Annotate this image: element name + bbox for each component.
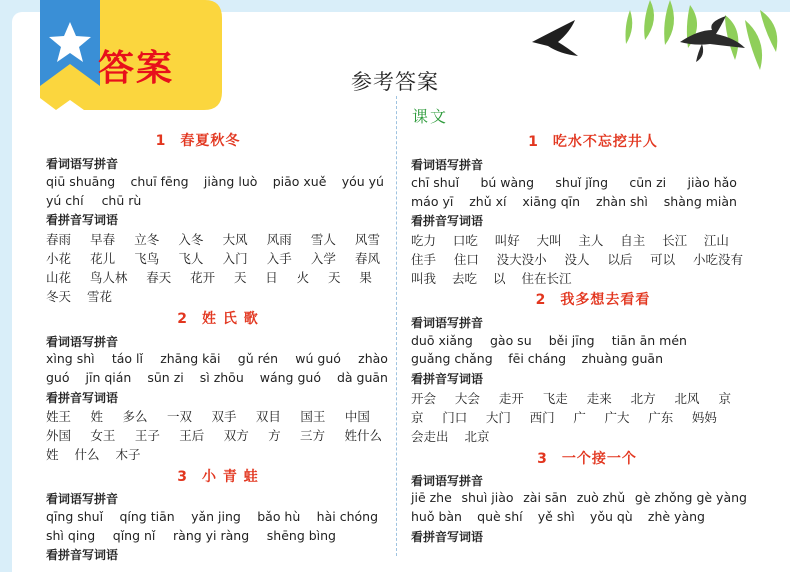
word-cell: 三方 bbox=[300, 428, 326, 443]
pinyin-cell: fēi cháng bbox=[508, 351, 567, 366]
word-row bbox=[411, 250, 743, 268]
section-heading: 看词语写拼音 bbox=[411, 316, 484, 330]
word-cell: 山花 bbox=[46, 270, 72, 285]
word-cell: 姓王 bbox=[46, 409, 72, 424]
word-row bbox=[46, 426, 382, 444]
pinyin-cell: chuī fēng bbox=[130, 174, 189, 189]
pinyin-cell: qiū shuāng bbox=[46, 174, 116, 189]
word-cell: 多么 bbox=[122, 409, 148, 424]
pinyin-row bbox=[411, 333, 687, 348]
section-heading: 看拼音写词语 bbox=[411, 372, 484, 386]
pinyin-cell: qíng tiān bbox=[119, 509, 175, 524]
lesson-name: 小 青 蛙 bbox=[202, 469, 259, 485]
word-cell: 走来 bbox=[586, 391, 612, 406]
pinyin-cell: xiāng qīn bbox=[522, 194, 581, 209]
word-cell: 江山 bbox=[703, 233, 729, 248]
pinyin-cell: yǎn jing bbox=[191, 509, 241, 524]
word-cell: 主人 bbox=[578, 233, 604, 248]
word-cell: 入门 bbox=[222, 251, 248, 266]
word-cell: 走开 bbox=[498, 391, 524, 406]
word-cell: 雪人 bbox=[310, 232, 336, 247]
word-cell: 春天 bbox=[146, 270, 172, 285]
section-heading: 看拼音写词语 bbox=[46, 548, 119, 562]
word-cell: 西门 bbox=[529, 410, 555, 425]
lesson-name: 姓 氏 歌 bbox=[202, 311, 259, 327]
word-cell: 没人 bbox=[564, 252, 590, 267]
word-cell: 广东 bbox=[648, 410, 674, 425]
word-cell: 一双 bbox=[166, 409, 192, 424]
word-cell: 早春 bbox=[90, 232, 116, 247]
pinyin-cell: zhè yàng bbox=[647, 509, 705, 524]
lesson-number: 1 bbox=[528, 134, 539, 150]
pinyin-cell: zuò zhǔ bbox=[576, 490, 626, 505]
pinyin-row bbox=[411, 175, 737, 190]
pinyin-row bbox=[46, 351, 388, 366]
word-cell: 大会 bbox=[454, 391, 480, 406]
word-row bbox=[411, 269, 572, 287]
pinyin-cell: yú chí bbox=[46, 193, 84, 208]
word-row bbox=[46, 249, 380, 267]
pinyin-cell: máo yī bbox=[411, 194, 454, 209]
section-heading: 看拼音写词语 bbox=[46, 213, 119, 227]
pinyin-cell: yě shì bbox=[537, 509, 575, 524]
word-cell: 花开 bbox=[190, 270, 216, 285]
section-heading: 看拼音写词语 bbox=[46, 391, 119, 405]
pinyin-cell: shàng miàn bbox=[663, 194, 737, 209]
word-cell: 京 bbox=[718, 391, 731, 406]
word-cell: 女王 bbox=[90, 428, 116, 443]
word-cell: 大叫 bbox=[536, 233, 562, 248]
word-cell: 广 bbox=[573, 410, 586, 425]
pinyin-cell: gào su bbox=[489, 333, 532, 348]
word-cell: 北风 bbox=[674, 391, 700, 406]
lesson-name: 我多想去看看 bbox=[560, 292, 651, 308]
section-heading: 看词语写拼音 bbox=[411, 158, 484, 172]
word-cell: 双手 bbox=[211, 409, 237, 424]
word-cell: 飞人 bbox=[178, 251, 204, 266]
word-cell: 飞走 bbox=[542, 391, 568, 406]
word-cell: 叫好 bbox=[494, 233, 520, 248]
word-cell: 日 bbox=[265, 270, 278, 285]
bird-left-icon bbox=[532, 20, 578, 56]
word-cell: 大风 bbox=[222, 232, 248, 247]
pinyin-row bbox=[46, 528, 336, 543]
word-row bbox=[46, 407, 370, 425]
word-cell: 春风 bbox=[354, 251, 380, 266]
pinyin-cell: yóu yú bbox=[341, 174, 384, 189]
pinyin-cell: běi jīng bbox=[548, 333, 595, 348]
word-row bbox=[46, 287, 112, 305]
word-cell: 可以 bbox=[650, 252, 676, 267]
word-cell: 叫我 bbox=[411, 271, 437, 286]
pinyin-cell: zhuàng guān bbox=[581, 351, 663, 366]
word-row bbox=[411, 231, 729, 249]
pinyin-cell: zài sān bbox=[523, 490, 567, 505]
pinyin-cell: gè zhǒng gè yàng bbox=[634, 490, 747, 505]
word-cell: 春雨 bbox=[46, 232, 72, 247]
pinyin-cell: sūn zi bbox=[147, 370, 184, 385]
word-cell: 以后 bbox=[607, 252, 633, 267]
word-cell: 以 bbox=[493, 271, 506, 286]
lesson-name: 吃水不忘挖井人 bbox=[552, 134, 658, 150]
word-cell: 姓什么 bbox=[344, 428, 382, 443]
pinyin-cell: qīng shuǐ bbox=[46, 509, 104, 524]
pinyin-cell: sì zhōu bbox=[199, 370, 244, 385]
word-cell: 开会 bbox=[411, 391, 437, 406]
pinyin-cell: yǒu qù bbox=[589, 509, 633, 524]
pinyin-cell: què shí bbox=[477, 509, 523, 524]
word-cell: 住在长江 bbox=[521, 271, 572, 286]
word-cell: 王子 bbox=[134, 428, 160, 443]
pinyin-cell: jiàng luò bbox=[203, 174, 258, 189]
word-cell: 没大没小 bbox=[496, 252, 547, 267]
word-cell: 雪花 bbox=[87, 289, 113, 304]
section-heading: 看拼音写词语 bbox=[411, 530, 484, 544]
pinyin-cell: táo lǐ bbox=[111, 351, 143, 366]
word-cell: 风雨 bbox=[266, 232, 292, 247]
pinyin-cell: chī shuǐ bbox=[411, 175, 460, 190]
pinyin-cell: chū rù bbox=[101, 193, 142, 208]
pinyin-cell: piāo xuě bbox=[272, 174, 327, 189]
word-cell: 外国 bbox=[46, 428, 72, 443]
badge-label: 答案 bbox=[98, 48, 175, 89]
word-row bbox=[411, 408, 717, 426]
pinyin-cell: zhǔ xí bbox=[469, 194, 507, 209]
lesson-title bbox=[396, 289, 790, 309]
pinyin-cell: xìng shì bbox=[46, 351, 95, 366]
word-cell: 立冬 bbox=[134, 232, 160, 247]
pinyin-cell: tiān ān mén bbox=[611, 333, 687, 348]
pinyin-row bbox=[411, 351, 663, 366]
pinyin-cell: duō xiǎng bbox=[411, 333, 473, 348]
word-cell: 北方 bbox=[630, 391, 656, 406]
lesson-title bbox=[0, 130, 396, 150]
word-cell: 花儿 bbox=[90, 251, 116, 266]
word-row bbox=[46, 230, 380, 248]
pinyin-cell: hài chóng bbox=[316, 509, 378, 524]
lesson-number: 3 bbox=[177, 469, 188, 485]
word-cell: 口吃 bbox=[452, 233, 478, 248]
word-cell: 京 bbox=[411, 410, 424, 425]
pinyin-row bbox=[46, 509, 378, 524]
pinyin-row bbox=[411, 490, 747, 505]
word-cell: 什么 bbox=[74, 447, 100, 462]
pinyin-row bbox=[46, 193, 141, 208]
category-label: 课文 bbox=[412, 107, 449, 126]
word-cell: 广大 bbox=[604, 410, 630, 425]
word-cell: 中国 bbox=[344, 409, 370, 424]
word-cell: 天 bbox=[328, 270, 341, 285]
lesson-title bbox=[0, 466, 436, 486]
pinyin-cell: bǎo hù bbox=[257, 509, 301, 524]
lesson-title bbox=[396, 131, 790, 151]
section-heading: 看拼音写词语 bbox=[411, 214, 484, 228]
word-cell: 入手 bbox=[266, 251, 292, 266]
pinyin-cell: shēng bìng bbox=[266, 528, 336, 543]
lesson-number: 3 bbox=[537, 451, 548, 467]
pinyin-cell: jiē zhe bbox=[411, 490, 452, 505]
word-cell: 王后 bbox=[179, 428, 205, 443]
word-cell: 小吃没有 bbox=[692, 252, 743, 267]
word-cell: 方 bbox=[268, 428, 281, 443]
word-cell: 自主 bbox=[620, 233, 646, 248]
pinyin-cell: wú guó bbox=[295, 351, 341, 366]
pinyin-cell: ràng yi ràng bbox=[173, 528, 250, 543]
word-cell: 果 bbox=[359, 270, 372, 285]
word-cell: 姓 bbox=[90, 409, 103, 424]
word-cell: 入学 bbox=[310, 251, 336, 266]
pinyin-row bbox=[411, 194, 737, 209]
section-heading: 看词语写拼音 bbox=[46, 335, 119, 349]
lesson-number: 2 bbox=[535, 292, 547, 308]
lesson-number: 1 bbox=[155, 133, 167, 149]
pinyin-row bbox=[46, 370, 388, 385]
word-cell: 火 bbox=[296, 270, 310, 285]
word-row bbox=[411, 427, 490, 445]
word-row bbox=[46, 445, 141, 463]
pinyin-row bbox=[46, 174, 384, 189]
word-row bbox=[411, 389, 731, 407]
section-heading: 看词语写拼音 bbox=[46, 492, 119, 506]
pinyin-cell: qǐng nǐ bbox=[112, 528, 156, 543]
pinyin-cell: jīn qián bbox=[85, 370, 132, 385]
section-heading: 看词语写拼音 bbox=[46, 157, 119, 171]
pinyin-cell: shuǐ jǐng bbox=[555, 175, 609, 190]
word-cell: 长江 bbox=[662, 233, 688, 248]
pinyin-cell: zhào bbox=[358, 351, 388, 366]
pinyin-cell: wáng guó bbox=[259, 370, 321, 385]
lesson-title bbox=[396, 448, 778, 468]
section-heading: 看词语写拼音 bbox=[411, 474, 484, 488]
pinyin-cell: cūn zi bbox=[629, 175, 667, 190]
pinyin-cell: zhàn shì bbox=[595, 194, 648, 209]
word-cell: 风雪 bbox=[354, 232, 380, 247]
pinyin-cell: huǒ bàn bbox=[411, 509, 462, 524]
word-cell: 入冬 bbox=[178, 232, 204, 247]
word-cell: 木子 bbox=[115, 447, 141, 462]
word-cell: 双方 bbox=[223, 428, 249, 443]
pinyin-cell: dà guān bbox=[336, 370, 388, 385]
pinyin-cell: bú wàng bbox=[480, 175, 535, 190]
lesson-name: 一个接一个 bbox=[561, 451, 637, 467]
lesson-number: 2 bbox=[177, 311, 188, 327]
word-cell: 姓 bbox=[46, 447, 59, 462]
pinyin-cell: shuì jiào bbox=[461, 490, 514, 505]
word-row bbox=[46, 268, 372, 286]
word-cell: 鸟人林 bbox=[89, 270, 128, 285]
word-cell: 去吃 bbox=[452, 271, 478, 286]
word-cell: 住口 bbox=[453, 252, 479, 267]
word-cell: 门口 bbox=[442, 410, 468, 425]
word-cell: 国王 bbox=[300, 409, 326, 424]
word-cell: 冬天 bbox=[46, 289, 72, 304]
pinyin-cell: shì qing bbox=[46, 528, 96, 543]
pinyin-cell: jiào hǎo bbox=[687, 175, 737, 190]
pinyin-cell: guǎng chǎng bbox=[411, 351, 493, 366]
word-cell: 大门 bbox=[485, 410, 511, 425]
word-cell: 飞鸟 bbox=[134, 251, 160, 266]
lesson-name: 春夏秋冬 bbox=[180, 133, 241, 149]
lesson-title bbox=[0, 308, 436, 328]
pinyin-cell: guó bbox=[46, 370, 70, 385]
word-cell: 吃力 bbox=[411, 233, 437, 248]
word-cell: 妈妈 bbox=[691, 410, 717, 425]
word-cell: 小花 bbox=[46, 251, 72, 266]
pinyin-cell: zhāng kāi bbox=[160, 351, 221, 366]
pinyin-row bbox=[411, 509, 705, 524]
word-cell: 会走出 bbox=[411, 429, 449, 444]
word-cell: 天 bbox=[233, 270, 247, 285]
page-title: 参考答案 bbox=[351, 70, 439, 94]
word-cell: 住手 bbox=[411, 252, 437, 267]
word-cell: 双目 bbox=[255, 409, 281, 424]
word-cell: 北京 bbox=[464, 429, 490, 444]
pinyin-cell: gǔ rén bbox=[237, 351, 279, 366]
